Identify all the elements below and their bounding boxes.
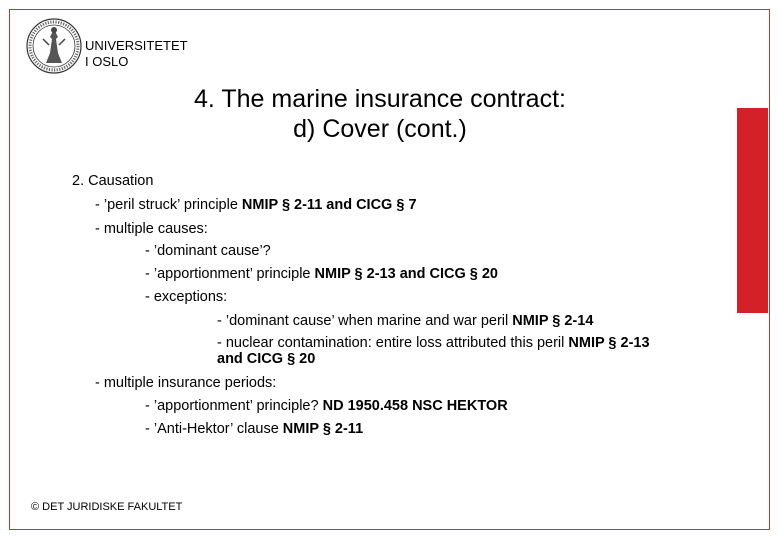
footer-copyright: © DET JURIDISKE FAKULTET <box>31 501 183 513</box>
legal-reference: NMIP § 2-11 <box>282 421 364 437</box>
bullet-text: - ’Anti-Hektor’ clause <box>145 421 283 437</box>
legal-reference: NMIP § 2-14 <box>512 313 594 329</box>
bullet-exceptions: - exceptions: <box>145 289 228 305</box>
institution-line-1: UNIVERSITETET <box>85 38 188 53</box>
legal-reference: and CICG § 20 <box>217 351 316 367</box>
slide-title-line-2: d) Cover (cont.) <box>293 115 467 143</box>
bullet-apportionment <box>145 265 498 283</box>
university-seal-icon <box>25 17 83 75</box>
bullet-peril-struck <box>95 196 417 214</box>
bullet-text: - nuclear contamination: entire loss attributed this peril <box>217 335 569 351</box>
slide-title-line-1: 4. The marine insurance contract: <box>194 85 566 113</box>
bullet-text: - ’peril struck’ principle <box>95 197 242 213</box>
legal-reference: NMIP § 2-13 <box>568 335 650 351</box>
bullet-nuclear-contamination-cont <box>217 350 315 368</box>
institution-name <box>85 38 188 70</box>
section-heading-causation: 2. Causation <box>72 173 154 189</box>
bullet-marine-war-peril <box>217 312 593 330</box>
institution-line-2: I OSLO <box>85 54 129 69</box>
bullet-text: - ’apportionment’ principle? <box>145 398 323 414</box>
bullet-apportionment-hektor <box>145 397 508 415</box>
bullet-text: - ’dominant cause’ when marine and war peril <box>217 313 513 329</box>
slide-title <box>100 84 660 144</box>
bullet-dominant-cause: - ’dominant cause’? <box>145 243 271 259</box>
legal-reference: ND 1950.458 NSC HEKTOR <box>322 398 508 414</box>
legal-reference: NMIP § 2-11 and CICG § 7 <box>241 197 417 213</box>
legal-reference: NMIP § 2-13 and CICG § 20 <box>314 266 498 282</box>
bullet-anti-hektor <box>145 420 363 438</box>
bullet-multiple-causes: - multiple causes: <box>95 221 208 237</box>
bullet-text: - ’apportionment’ principle <box>145 266 315 282</box>
bullet-multiple-periods: - multiple insurance periods: <box>95 375 277 391</box>
accent-bar <box>737 108 768 313</box>
